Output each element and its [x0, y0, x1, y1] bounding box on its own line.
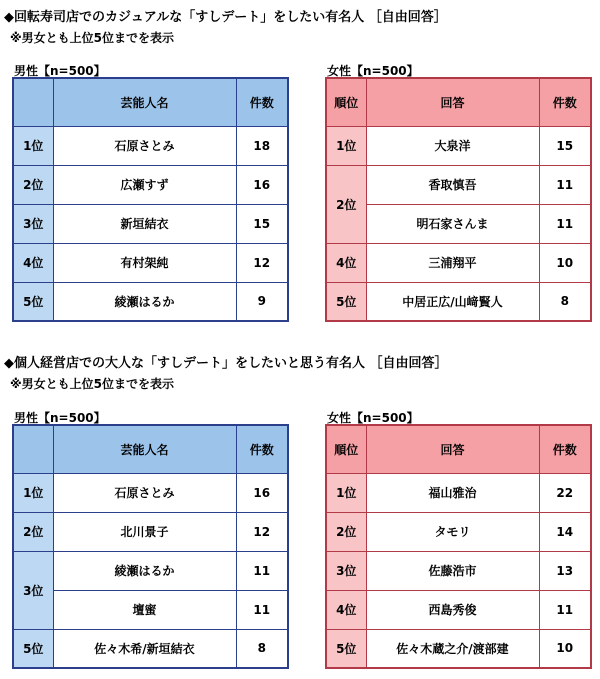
table-header-row: [13, 425, 288, 473]
name-cell: 香取慎吾: [366, 165, 539, 204]
section2-male-label: 男性【n=500】: [14, 411, 106, 425]
table-row: [326, 204, 591, 243]
table-row: [326, 629, 591, 668]
rank-cell: 1位: [13, 126, 53, 165]
header-cell: 件数: [236, 78, 288, 126]
count-cell: 18: [236, 126, 288, 165]
table-row: [13, 551, 288, 590]
count-cell: 15: [539, 126, 591, 165]
count-cell: 22: [539, 473, 591, 512]
header-cell: 順位: [326, 78, 366, 126]
table-row: [13, 243, 288, 282]
section1-note: ※男女とも上位5位までを表示: [10, 31, 175, 45]
rank-cell: 5位: [13, 282, 53, 321]
count-cell: 11: [539, 204, 591, 243]
rank-cell: 3位: [13, 551, 53, 629]
table-row: [326, 473, 591, 512]
table-row: [13, 629, 288, 668]
rank-cell: 5位: [13, 629, 53, 668]
count-cell: 11: [236, 590, 288, 629]
count-cell: 10: [539, 629, 591, 668]
rank-cell: 1位: [326, 126, 366, 165]
table-row: [13, 473, 288, 512]
count-cell: 10: [539, 243, 591, 282]
rank-cell: 4位: [13, 243, 53, 282]
section1-male-label: 男性【n=500】: [14, 64, 106, 78]
name-cell: 綾瀬はるか: [53, 282, 236, 321]
name-cell: 石原さとみ: [53, 126, 236, 165]
count-cell: 13: [539, 551, 591, 590]
count-cell: 11: [539, 165, 591, 204]
rank-cell: 3位: [13, 204, 53, 243]
table-row: [13, 282, 288, 321]
count-cell: 8: [236, 629, 288, 668]
header-cell: 件数: [539, 425, 591, 473]
rank-cell: 2位: [326, 512, 366, 551]
rank-cell: 2位: [13, 165, 53, 204]
header-cell: 芸能人名: [53, 425, 236, 473]
section2-title: ◆個人経営店での大人な「すしデート」をしたいと思う有名人 ［自由回答］: [4, 356, 448, 371]
name-cell: 新垣結衣: [53, 204, 236, 243]
count-cell: 8: [539, 282, 591, 321]
section1-female-label: 女性【n=500】: [327, 64, 419, 78]
name-cell: 大泉洋: [366, 126, 539, 165]
count-cell: 12: [236, 512, 288, 551]
table-row: [326, 551, 591, 590]
header-cell: 回答: [366, 425, 539, 473]
table-header-row: [13, 78, 288, 126]
section1-male-table: [12, 77, 289, 322]
section2-note: ※男女とも上位5位までを表示: [10, 377, 175, 391]
name-cell: タモリ: [366, 512, 539, 551]
section1-female-table: [325, 77, 592, 322]
count-cell: 11: [236, 551, 288, 590]
section2-male-table: [12, 424, 289, 669]
table-row: [13, 512, 288, 551]
table-row: [326, 512, 591, 551]
table-row: [13, 204, 288, 243]
table-header-row: [326, 78, 591, 126]
header-cell: [13, 78, 53, 126]
rank-cell: 1位: [326, 473, 366, 512]
header-cell: 件数: [236, 425, 288, 473]
count-cell: 16: [236, 165, 288, 204]
name-cell: 壇蜜: [53, 590, 236, 629]
name-cell: 三浦翔平: [366, 243, 539, 282]
name-cell: 綾瀬はるか: [53, 551, 236, 590]
table-row: [326, 165, 591, 204]
rank-cell: 4位: [326, 590, 366, 629]
header-cell: 芸能人名: [53, 78, 236, 126]
count-cell: 14: [539, 512, 591, 551]
name-cell: 西島秀俊: [366, 590, 539, 629]
count-cell: 9: [236, 282, 288, 321]
header-cell: 件数: [539, 78, 591, 126]
name-cell: 福山雅治: [366, 473, 539, 512]
section2-female-table: [325, 424, 592, 669]
name-cell: 広瀬すず: [53, 165, 236, 204]
table-row: [13, 126, 288, 165]
count-cell: 15: [236, 204, 288, 243]
table-row: [326, 590, 591, 629]
rank-cell: 1位: [13, 473, 53, 512]
count-cell: 16: [236, 473, 288, 512]
section1-title: ◆回転寿司店でのカジュアルな「すしデート」をしたい有名人 ［自由回答］: [4, 10, 447, 25]
table-row: [13, 590, 288, 629]
name-cell: 佐藤浩市: [366, 551, 539, 590]
name-cell: 石原さとみ: [53, 473, 236, 512]
table-row: [326, 243, 591, 282]
table-header-row: [326, 425, 591, 473]
header-cell: 回答: [366, 78, 539, 126]
header-cell: 順位: [326, 425, 366, 473]
section2-female-label: 女性【n=500】: [327, 411, 419, 425]
rank-cell: 5位: [326, 629, 366, 668]
rank-cell: 3位: [326, 551, 366, 590]
count-cell: 12: [236, 243, 288, 282]
rank-cell: 4位: [326, 243, 366, 282]
count-cell: 11: [539, 590, 591, 629]
rank-cell: 5位: [326, 282, 366, 321]
name-cell: 明石家さんま: [366, 204, 539, 243]
name-cell: 北川景子: [53, 512, 236, 551]
header-cell: [13, 425, 53, 473]
rank-cell: 2位: [13, 512, 53, 551]
table-row: [13, 165, 288, 204]
table-row: [326, 282, 591, 321]
rank-cell: 2位: [326, 165, 366, 243]
name-cell: 佐々木蔵之介/渡部建: [366, 629, 539, 668]
table-row: [326, 126, 591, 165]
name-cell: 有村架純: [53, 243, 236, 282]
name-cell: 佐々木希/新垣結衣: [53, 629, 236, 668]
name-cell: 中居正広/山﨑賢人: [366, 282, 539, 321]
